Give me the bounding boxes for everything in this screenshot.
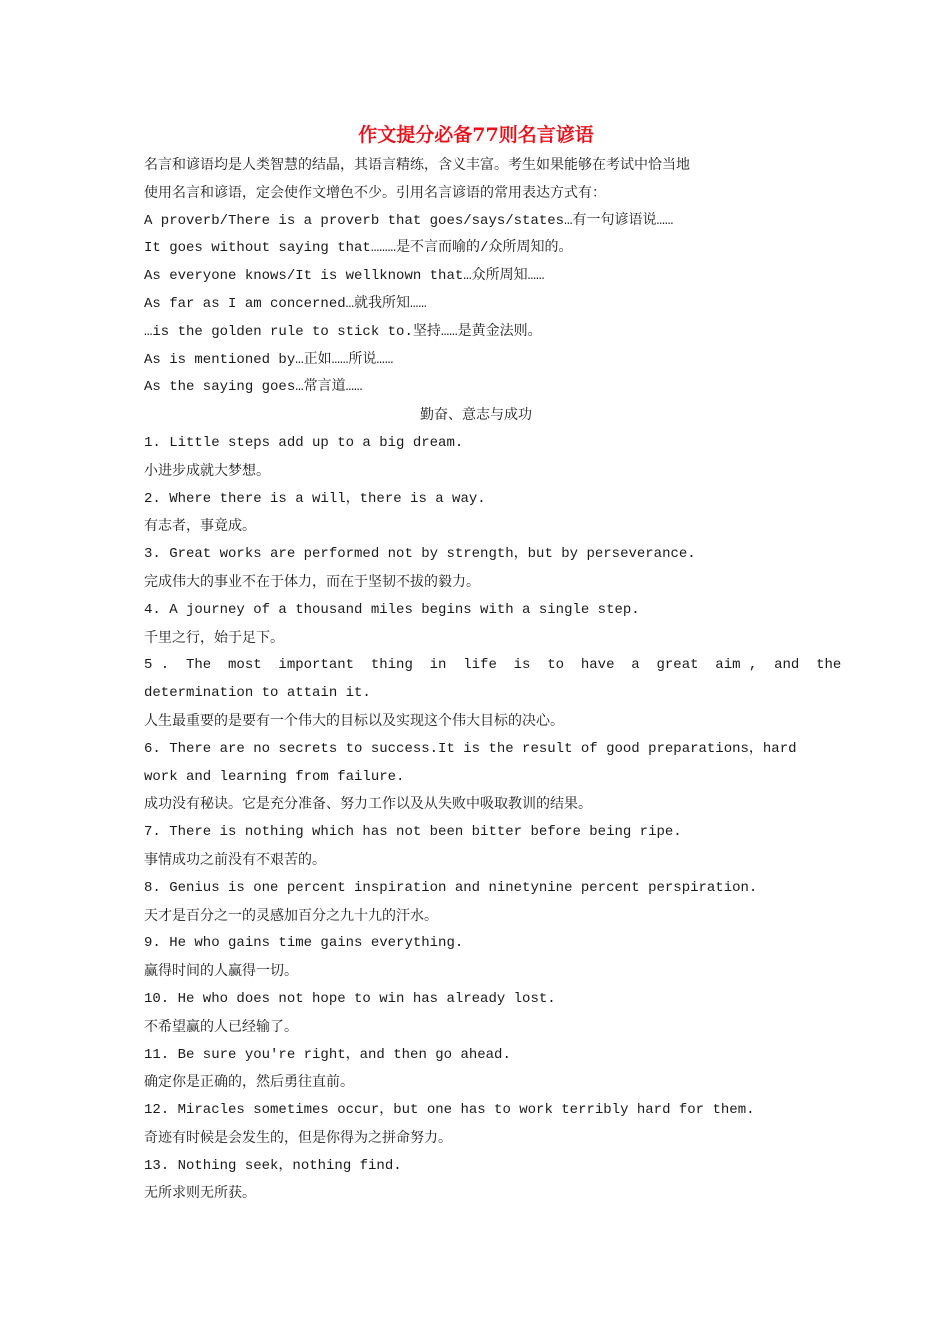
section-heading: 勤奋、意志与成功 [420, 407, 532, 424]
intro-line: 名言和谚语均是人类智慧的结晶，其语言精练，含义丰富。考生如果能够在考试中恰当地 [144, 157, 690, 173]
proverb-chinese: 成功没有秘诀。它是充分准备、努力工作以及从失败中吸取教训的结果。 [144, 796, 592, 813]
proverb-chinese: 人生最重要的是要有一个伟大的目标以及实现这个伟大目标的决心。 [144, 712, 564, 729]
expression-line: …is the golden rule to stick to.坚持……是黄金法则。 [144, 323, 542, 340]
proverb-chinese: 千里之行，始于足下。 [144, 629, 284, 646]
proverb-chinese: 有志者，事竟成。 [144, 518, 256, 535]
proverb-english: work and learning from failure. [144, 768, 405, 785]
proverb-english: 4. A journey of a thousand miles begins with a single step. [144, 601, 640, 618]
document-title: 作文提分必备77则名言谚语 [358, 124, 594, 146]
proverb-chinese: 奇迹有时候是会发生的，但是你得为之拼命努力。 [144, 1129, 452, 1146]
proverb-english: 10. He who does not hope to win has already lost. [144, 990, 556, 1007]
proverb-english: 1. Little steps add up to a big dream. [144, 434, 464, 451]
document-page [144, 118, 842, 1208]
proverb-english: 11. Be sure you're right，and then go ahead. [144, 1046, 511, 1063]
proverb-chinese: 赢得时间的人赢得一切。 [144, 963, 298, 980]
intro-line: 使用名言和谚语，定会使作文增色不少。引用名言谚语的常用表达方式有： [144, 184, 606, 201]
proverb-english: 6. There are no secrets to success.It is the result of good preparations，hard [144, 740, 797, 757]
proverb-chinese: 天才是百分之一的灵感加百分之九十九的汗水。 [144, 907, 438, 924]
proverb-english: 12. Miracles sometimes occur，but one has to work terribly hard for them. [144, 1102, 755, 1119]
expression-line: As everyone knows/It is wellknown that…众所周知…… [144, 268, 545, 285]
proverb-english: 9. He who gains time gains everything. [144, 935, 464, 952]
expression-line: A proverb/There is a proverb that goes/says/states…有一句谚语说…… [144, 212, 674, 229]
proverb-chinese: 无所求则无所获。 [144, 1185, 256, 1202]
proverb-chinese: 不希望赢的人已经输了。 [144, 1018, 298, 1035]
proverb-chinese: 确定你是正确的，然后勇往直前。 [144, 1074, 354, 1091]
proverb-chinese: 事情成功之前没有不艰苦的。 [144, 851, 326, 868]
proverb-english: 3. Great works are performed not by strength，but by perseverance. [144, 546, 696, 563]
proverb-english: 7. There is nothing which has not been bitter before being ripe. [144, 824, 682, 841]
proverb-english: 8. Genius is one percent inspiration and ninetynine percent perspiration. [144, 879, 758, 896]
proverb-chinese: 小进步成就大梦想。 [144, 462, 270, 479]
expression-line: As far as I am concerned…就我所知…… [144, 295, 427, 312]
expression-line: It goes without saying that………是不言而喻的/众所周知的。 [144, 240, 573, 257]
proverb-chinese: 完成伟大的事业不在于体力，而在于坚韧不拔的毅力。 [144, 573, 480, 590]
proverb-english: determination to attain it. [144, 685, 371, 702]
expression-line: As the saying goes…常言道…… [144, 379, 363, 396]
expression-line: As is mentioned by…正如……所说…… [144, 351, 394, 368]
proverb-english: 5 . The most important thing in life is to have a great aim , and the [144, 657, 842, 674]
proverb-english: 2. Where there is a will，there is a way. [144, 490, 486, 507]
proverb-english: 13. Nothing seek，nothing find. [144, 1157, 402, 1174]
